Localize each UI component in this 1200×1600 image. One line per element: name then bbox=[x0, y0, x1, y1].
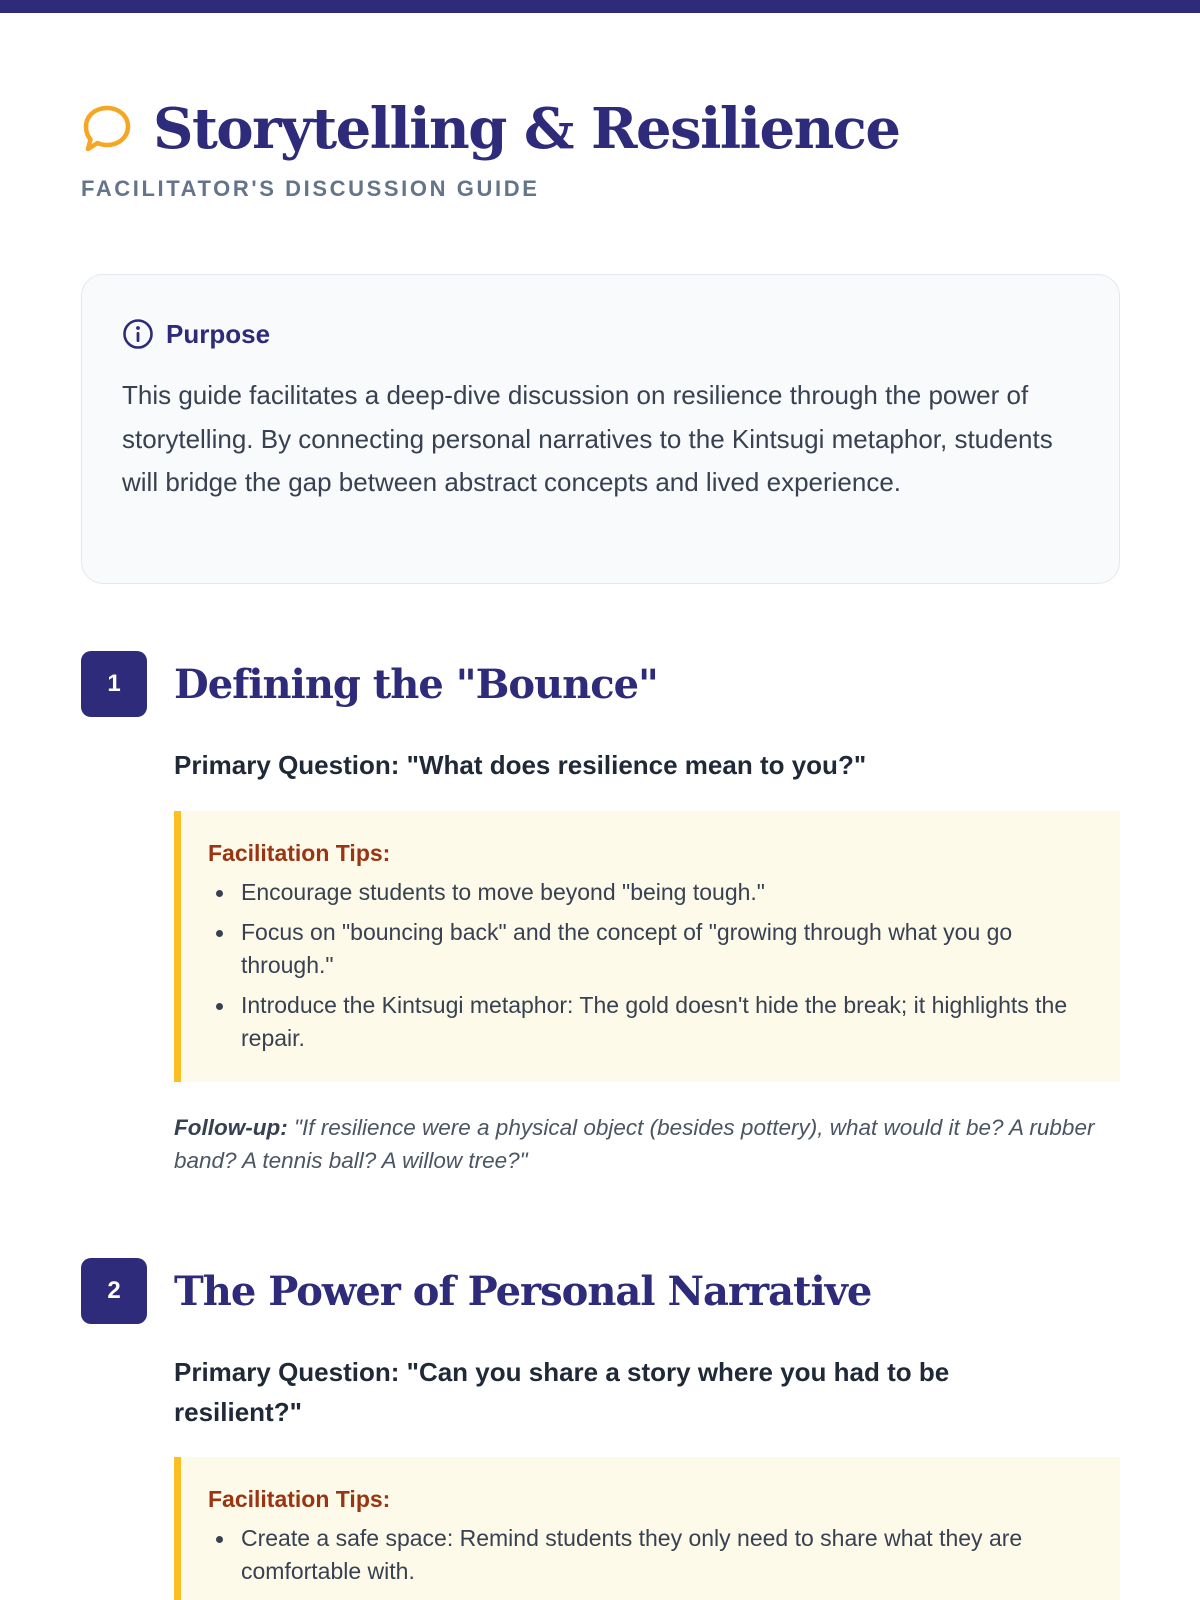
tips-list bbox=[208, 876, 1090, 1055]
page-title: Storytelling & Resilience bbox=[153, 96, 900, 162]
tips-list bbox=[208, 1522, 1090, 1588]
section-title: Defining the "Bounce" bbox=[174, 661, 658, 708]
purpose-text: This guide facilitates a deep-dive discussion on resilience through the power of storytelling. By connecting personal narratives to the Kintsugi metaphor, students will bridge the gap between abstract concepts and lived experience. bbox=[122, 380, 1053, 497]
primary-question: Primary Question: "What does resilience mean to you?" bbox=[174, 750, 867, 780]
tips-label: Facilitation Tips: bbox=[208, 1486, 391, 1512]
tips-label: Facilitation Tips: bbox=[208, 840, 391, 866]
page-header bbox=[81, 95, 900, 163]
purpose-card bbox=[81, 274, 1120, 584]
primary-question: Primary Question: "Can you share a story where you had to be resilient?" bbox=[174, 1357, 950, 1427]
list-item: Encourage students to move beyond "being tough." bbox=[208, 876, 1090, 909]
section-title: The Power of Personal Narrative bbox=[174, 1268, 872, 1315]
section-number-badge: 2 bbox=[81, 1258, 147, 1324]
facilitation-tips bbox=[174, 1457, 1120, 1600]
section-number-badge: 1 bbox=[81, 651, 147, 717]
section-2 bbox=[81, 1258, 1120, 1600]
follow-up-label: Follow-up: bbox=[174, 1115, 288, 1140]
list-item: Create a safe space: Remind students they only need to share what they are comfortable with. bbox=[208, 1522, 1090, 1588]
page-subtitle: FACILITATOR'S DISCUSSION GUIDE bbox=[81, 176, 540, 201]
speech-bubble-icon bbox=[81, 99, 133, 159]
section-1 bbox=[81, 651, 1120, 1181]
follow-up bbox=[174, 1111, 1120, 1177]
list-item: Introduce the Kintsugi metaphor: The gold doesn't hide the break; it highlights the repair. bbox=[208, 989, 1090, 1055]
info-circle-icon bbox=[122, 318, 154, 350]
facilitation-tips bbox=[174, 811, 1120, 1082]
purpose-label: Purpose bbox=[166, 318, 271, 349]
top-accent-bar bbox=[0, 0, 1200, 13]
purpose-heading bbox=[122, 318, 270, 350]
list-item: Focus on "bouncing back" and the concept of "growing through what you go through." bbox=[208, 916, 1090, 982]
follow-up-text: "If resilience were a physical object (besides pottery), what would it be? A rubber band? A tennis ball? A willow tree?" bbox=[174, 1115, 1095, 1173]
